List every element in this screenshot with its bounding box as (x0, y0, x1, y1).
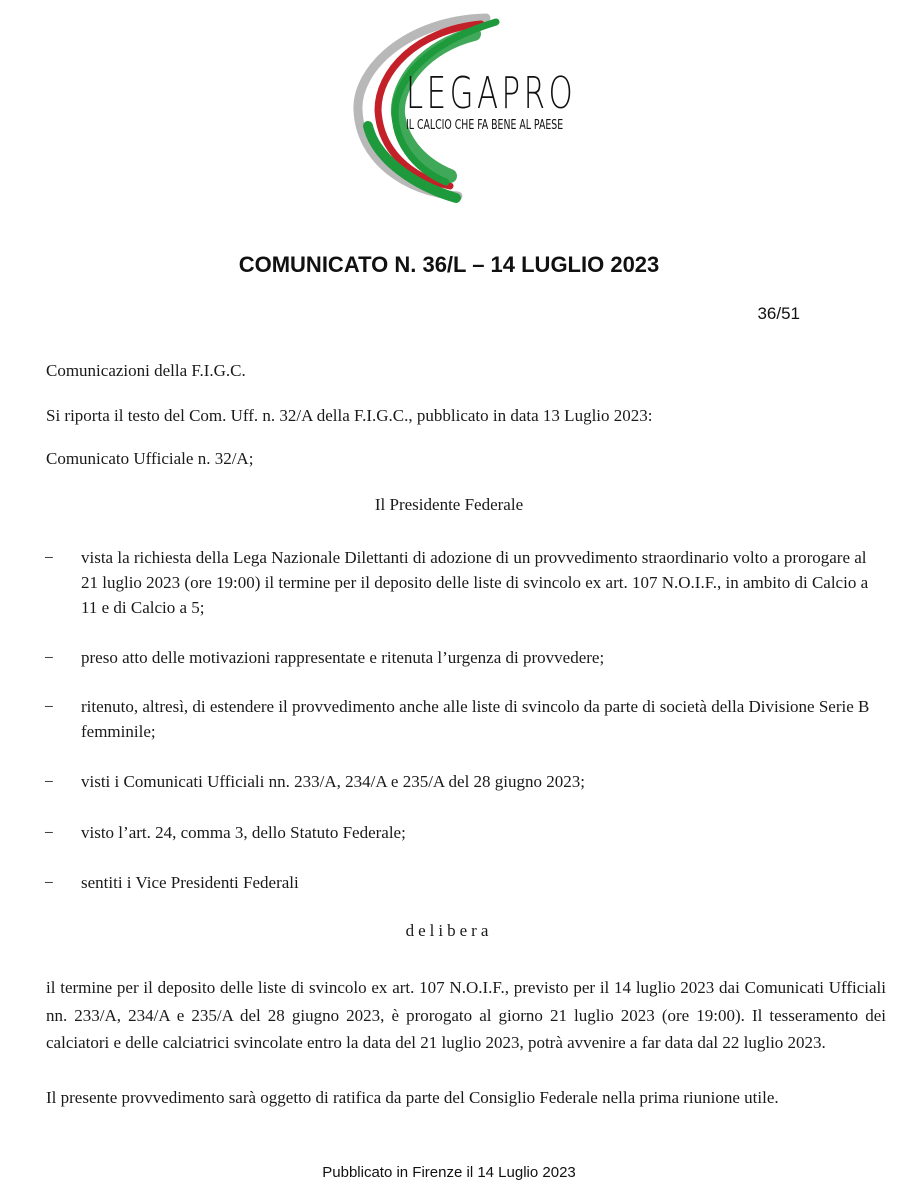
body-paragraph-1: il termine per il deposito delle liste di svincolo ex art. 107 N.O.I.F., previsto per il 14 luglio 2023 dai Comunicati Ufficiali nn. 233/A, 234/A e 235/A del 28 giugno 2023, è prorogato al giorno 21 luglio 2023 (ore 19:00). Il tesseramento dei calciatori e delle calciatrici svincolate entro la data del 21 luglio 2023, potrà avvenire a far data dal 22 luglio 2023. (46, 978, 886, 1052)
bullet-marker: − (44, 548, 54, 567)
footer-published: Pubblicato in Firenze il 14 Luglio 2023 (322, 1164, 576, 1181)
list-item: preso atto delle motivazioni rappresentate e ritenuta l’urgenza di provvedere; (81, 648, 605, 667)
intro-line-1: Comunicazioni della F.I.G.C. (46, 361, 246, 380)
list-item: sentiti i Vice Presidenti Federali (81, 873, 299, 892)
body-paragraph-2: Il presente provvedimento sarà oggetto di ratifica da parte del Consiglio Federale nella prima riunione utile. (46, 1088, 779, 1107)
intro-line-2: Si riporta il testo del Com. Uff. n. 32/A della F.I.G.C., pubblicato in data 13 Luglio 2023: (46, 406, 653, 425)
bullet-marker: − (44, 772, 54, 791)
list-item: ritenuto, altresì, di estendere il provvedimento anche alle liste di svincolo da parte di società della Divisione Serie B femminile; (81, 697, 870, 741)
bullet-marker: − (44, 648, 54, 667)
list-item: visti i Comunicati Ufficiali nn. 233/A, 234/A e 235/A del 28 giugno 2023; (81, 772, 585, 791)
delibera-heading: delibera (405, 921, 493, 940)
bullet-marker: − (44, 823, 54, 842)
list-item: vista la richiesta della Lega Nazionale Dilettanti di adozione di un provvedimento straordinario volto a prorogare al 21 luglio 2023 (ore 19:00) il termine per il deposito delle liste di svincolo ex art. 107 N.O.I.F., in ambito di Calcio a 11 e di Calcio a 5; (81, 548, 869, 617)
bullet-marker: − (44, 697, 54, 716)
president-heading: Il Presidente Federale (374, 495, 524, 514)
document-title: COMUNICATO N. 36/L – 14 LUGLIO 2023 (238, 252, 660, 277)
logo-text (406, 70, 649, 133)
logo-name: LEGAPRO (406, 68, 577, 119)
list-item: visto l’art. 24, comma 3, dello Statuto Federale; (81, 823, 406, 842)
page-number: 36/51 (757, 304, 800, 323)
intro-line-3: Comunicato Ufficiale n. 32/A; (46, 449, 254, 468)
logo-tagline: IL CALCIO CHE FA BENE AL PAESE (406, 118, 564, 133)
bullet-marker: − (44, 873, 54, 892)
